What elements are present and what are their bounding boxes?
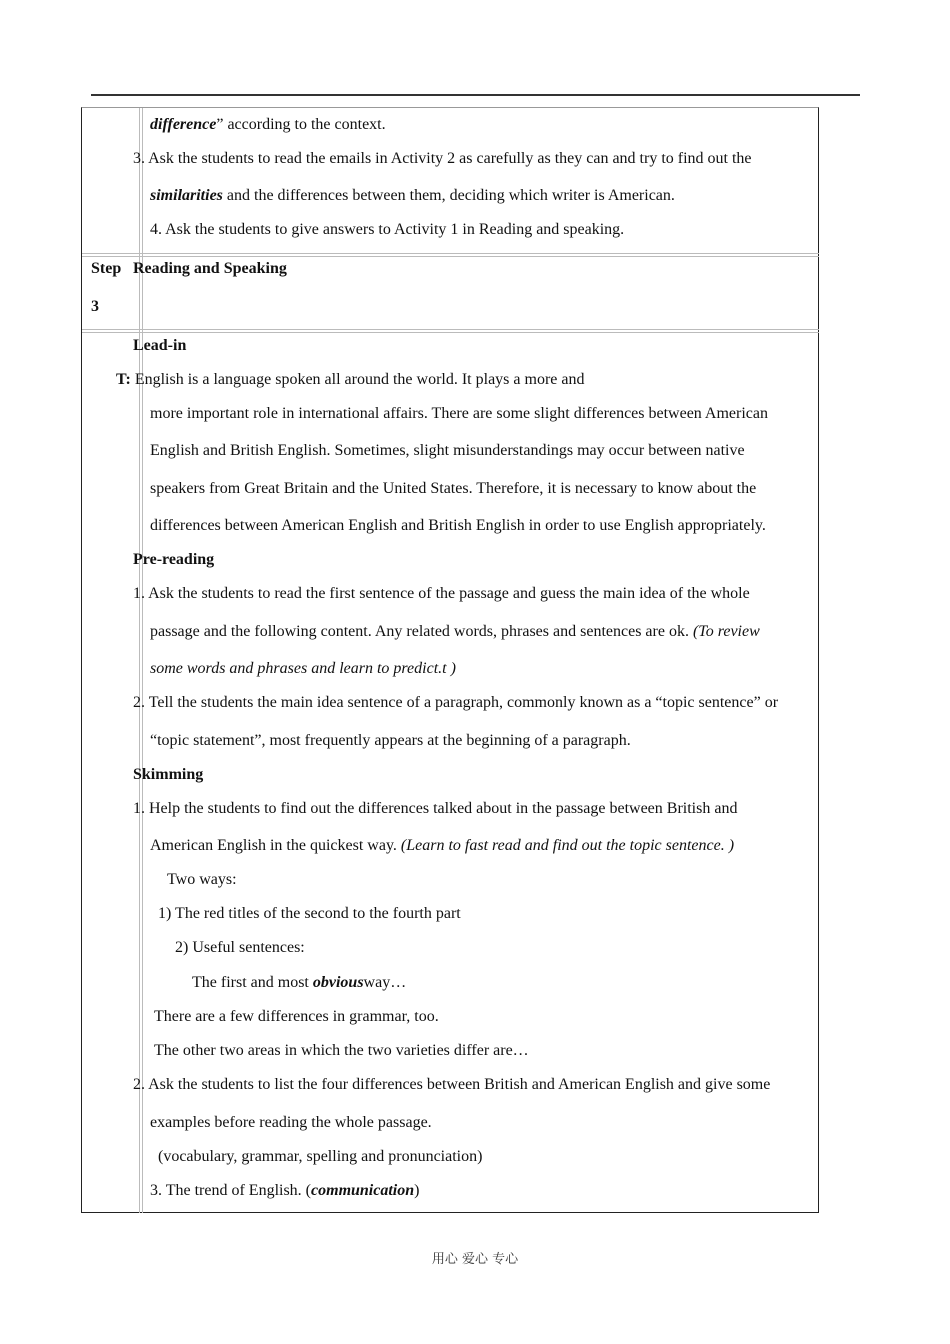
text-run: 3. Ask the students to read the emails in Activity 2 as carefully as they can and try to find out the [133, 150, 752, 167]
text-line [133, 584, 750, 604]
text-run: some words and phrases and learn to predict.t ) [150, 660, 456, 677]
text-run: 4. Ask the students to give answers to Activity 1 in Reading and speaking. [150, 221, 625, 238]
text-run: Skimming [133, 766, 204, 783]
text-run: Pre-reading [133, 551, 215, 568]
text-run: Two ways: [167, 871, 237, 888]
text-run: passage and the following content. Any related words, phrases and sentences are ok. [150, 623, 693, 640]
text-line [150, 479, 756, 499]
text-line [133, 799, 737, 819]
text-line [154, 1007, 439, 1027]
text-line [192, 973, 406, 993]
text-run: American English in the quickest way. [150, 837, 401, 854]
text-line [133, 259, 287, 279]
text-line [133, 336, 186, 356]
text-run: 1. Ask the students to read the first sentence of the passage and guess the main idea of the whole [133, 585, 750, 602]
text-line [150, 115, 386, 135]
text-run: 1) The red titles of the second to the fourth part [158, 905, 461, 922]
text-line [150, 659, 456, 679]
text-line [150, 441, 745, 461]
text-line [116, 370, 584, 390]
header-rule [91, 94, 860, 96]
text-run: examples before reading the whole passage. [150, 1114, 432, 1131]
text-line [133, 149, 752, 169]
text-run: 1. Help the students to find out the differences talked about in the passage between British and [133, 800, 738, 817]
text-line [133, 693, 778, 713]
text-run: more important role in international affairs. There are some slight differences between American [150, 405, 768, 422]
text-run: English and British English. Sometimes, slight misunderstandings may occur between native [150, 442, 745, 459]
text-run: and the differences between them, deciding which writer is American. [222, 187, 675, 204]
row-divider [82, 329, 819, 333]
text-line [150, 186, 675, 206]
text-run: 3 [91, 298, 99, 315]
text-run: The first and most [192, 974, 313, 991]
text-line [150, 731, 631, 751]
text-run: T: [116, 371, 135, 388]
text-line [150, 836, 734, 856]
text-line [133, 1075, 770, 1095]
text-run: speakers from Great Britain and the United States. Therefore, it is necessary to know about the [150, 480, 757, 497]
text-run: (vocabulary, grammar, spelling and pronunciation) [158, 1148, 483, 1165]
text-run: ” according to the context. [216, 116, 386, 133]
text-run: 3. The trend of English. ( [150, 1182, 312, 1199]
text-line [150, 622, 760, 642]
text-run: communication [311, 1182, 415, 1199]
text-line [150, 1181, 419, 1201]
text-run: (To review [692, 623, 760, 640]
text-line [167, 870, 237, 890]
text-run: 2) Useful sentences: [175, 939, 305, 956]
text-run: The other two areas in which the two varieties differ are… [154, 1042, 529, 1059]
text-run: way… [363, 974, 407, 991]
text-line [150, 404, 768, 424]
text-line [150, 516, 766, 536]
text-run: 2. Tell the students the main idea sentence of a paragraph, commonly known as a “topic sentence” or [133, 694, 779, 711]
text-run: similarities [150, 187, 223, 204]
text-line [150, 1113, 432, 1133]
text-line [154, 1041, 529, 1061]
text-run: differences between American English and British English in order to use English appropriately. [150, 517, 766, 534]
text-run: Step [91, 260, 122, 277]
text-line [91, 259, 121, 279]
text-run: Reading and Speaking [133, 260, 287, 277]
text-run: Lead-in [133, 337, 187, 354]
text-line [133, 550, 214, 570]
text-run: difference [150, 116, 217, 133]
text-run: (Learn to fast read and find out the topic sentence. ) [400, 837, 735, 854]
footer-motto: 用心 爱心 专心 [431, 1252, 519, 1267]
text-run: English is a language spoken all around the world. It plays a more and [134, 371, 585, 388]
text-run: obvious [312, 974, 364, 991]
text-run: 2. Ask the students to list the four differences between British and American English and give some [133, 1076, 771, 1093]
text-run: “topic statement”, most frequently appears at the beginning of a paragraph. [150, 732, 631, 749]
text-line [158, 904, 461, 924]
text-line [175, 938, 305, 958]
row-divider [82, 253, 819, 257]
text-line [158, 1147, 482, 1167]
text-line [91, 297, 99, 317]
text-run: There are a few differences in grammar, too. [154, 1008, 439, 1025]
text-line [150, 220, 624, 240]
text-line [133, 765, 203, 785]
text-run: ) [414, 1182, 420, 1199]
